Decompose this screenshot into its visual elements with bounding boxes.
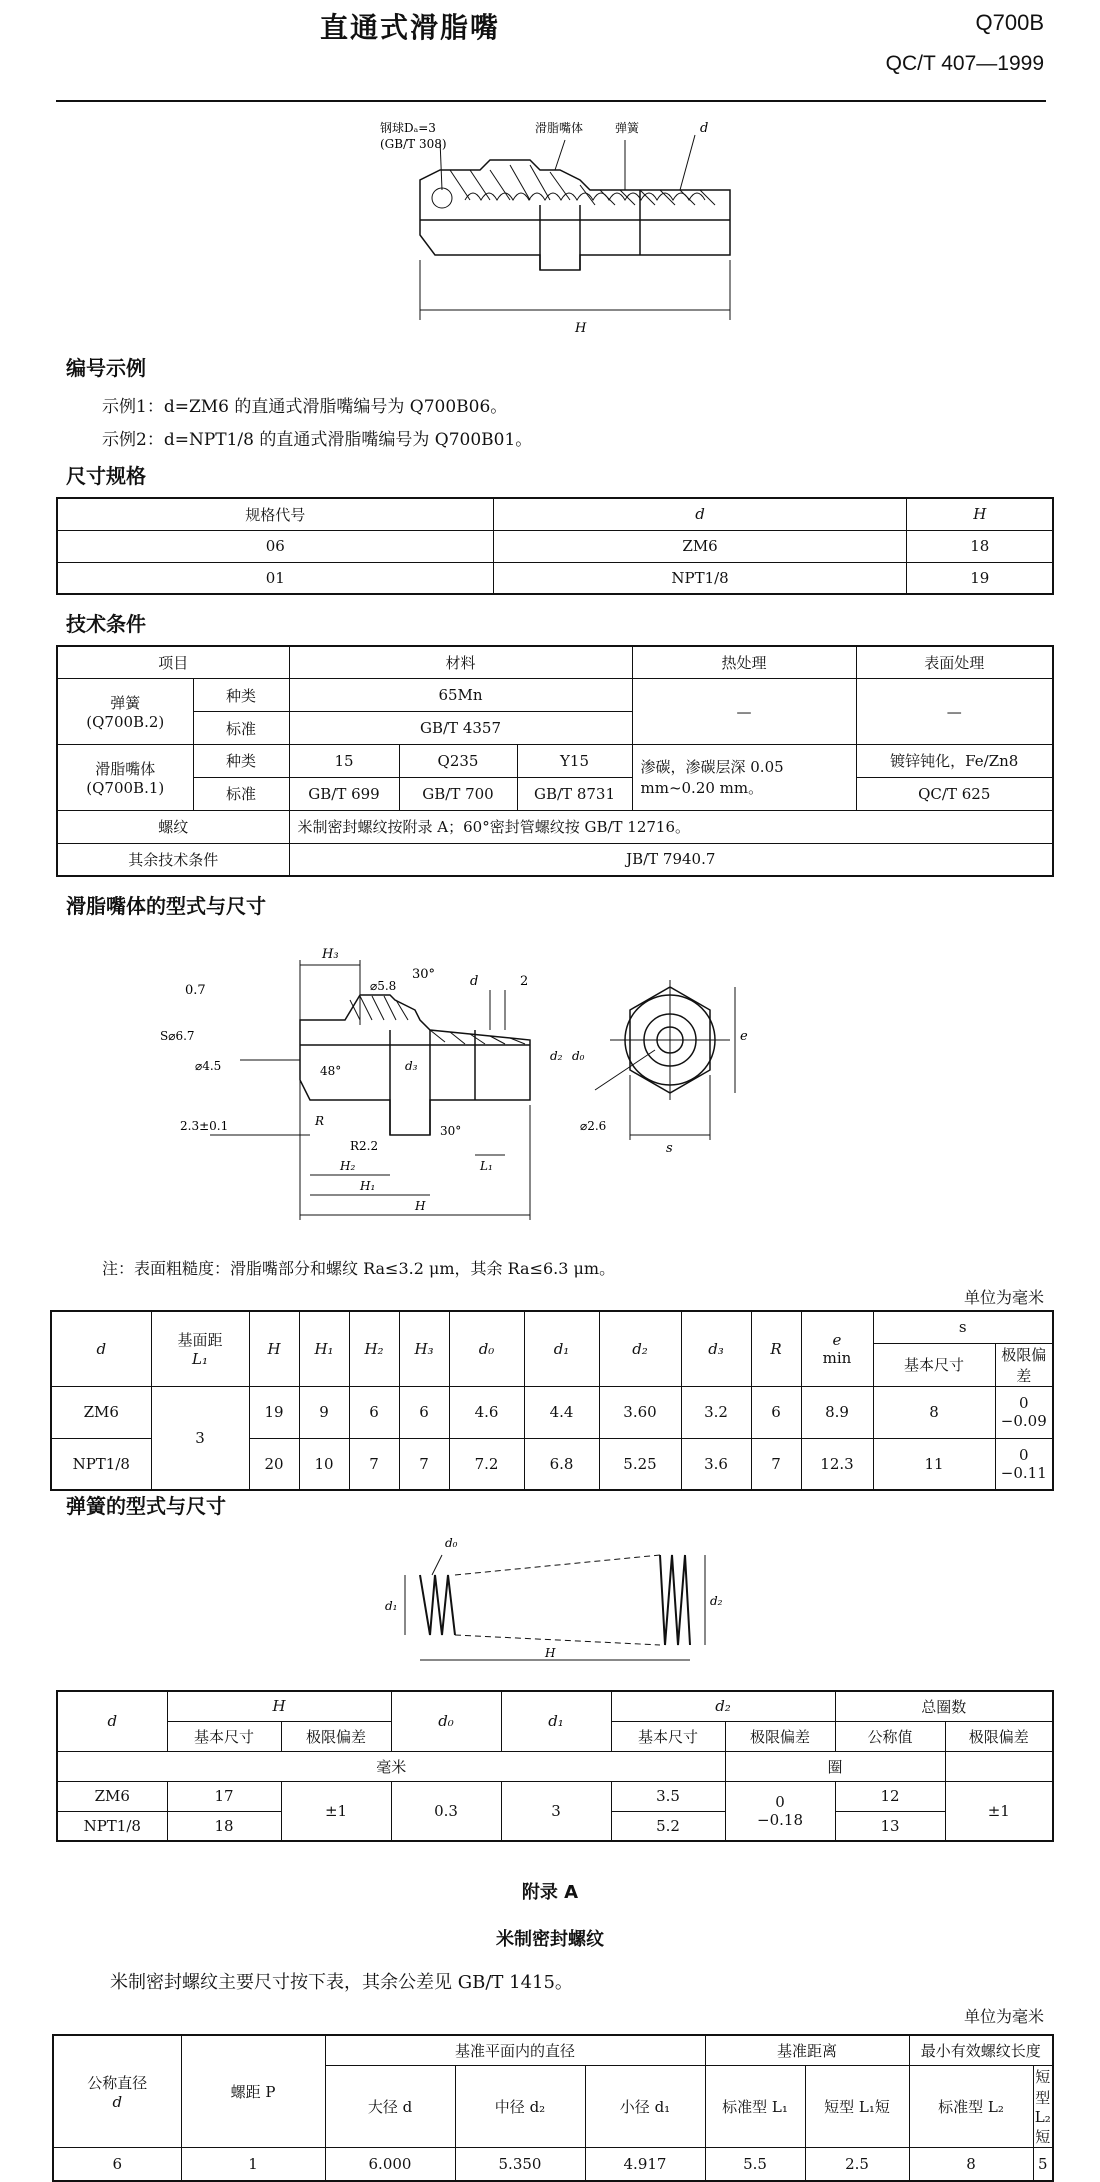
app-col-shortl1: 短型 L₁短 — [805, 2065, 909, 2147]
app-col-pitch: 螺距 P — [181, 2035, 325, 2147]
standard-label: 标准 — [193, 777, 289, 810]
cell: 5 — [1033, 2147, 1053, 2181]
cell: 13 — [835, 1811, 945, 1841]
angle30b-label: 30° — [440, 1124, 462, 1138]
app-col-minlen: 最小有效螺纹长度 — [909, 2035, 1053, 2065]
angle48-label: 48° — [320, 1064, 342, 1078]
cell: ZM6 — [51, 1386, 151, 1438]
body-material: 15 — [289, 745, 399, 778]
dim-07-label: 0.7 — [185, 983, 206, 998]
sphere-label: S⌀6.7 — [160, 1029, 195, 1043]
app-col-nominal-line: d — [112, 2092, 123, 2111]
col-h3: H₃ — [399, 1311, 449, 1386]
spring-drawing — [370, 1525, 730, 1670]
d2-label: d₂ — [550, 1049, 563, 1063]
two-label: 2 — [520, 974, 529, 989]
kind-label: 种类 — [193, 745, 289, 778]
spring-material: 65Mn — [289, 679, 632, 712]
app-col-pitchd: 中径 d₂ — [455, 2065, 585, 2147]
spring-surface: — — [856, 679, 1053, 745]
spring-col-dev: 极限偏差 — [281, 1721, 391, 1751]
assembly-drawing — [380, 110, 800, 350]
cell: 7 — [399, 1438, 449, 1490]
d-dim-label: d — [470, 974, 479, 989]
tech-table — [56, 645, 1054, 877]
spring-name: 弹簧 — [110, 694, 141, 713]
app-col-major: 大径 d — [325, 2065, 455, 2147]
spring-unit-mm: 毫米 — [57, 1751, 725, 1781]
col-h2: H₂ — [349, 1311, 399, 1386]
product-code: Q700B — [975, 10, 1044, 35]
tech-heading: 技术条件 — [66, 612, 146, 636]
h-label: H — [575, 321, 587, 336]
table-row — [53, 2147, 1053, 2181]
dev-up: 0 — [775, 1792, 785, 1811]
appendix-title: 附录 A — [521, 1882, 579, 1903]
cell: 6 — [399, 1386, 449, 1438]
dim-23-label: 2.3±0.1 — [180, 1119, 229, 1133]
d45-label: ⌀4.5 — [195, 1059, 222, 1073]
table-row — [57, 530, 1053, 562]
cell: 11 — [873, 1438, 995, 1490]
spring-col-d1: d₁ — [501, 1691, 611, 1751]
d26-label: ⌀2.6 — [580, 1119, 607, 1133]
e-label: e — [740, 1029, 748, 1044]
col-s-dev: 极限偏差 — [995, 1343, 1053, 1386]
spring-d1-label: d₁ — [385, 1599, 398, 1613]
body-material: Q235 — [399, 745, 517, 778]
page-title: 直通式滑脂嘴 — [320, 11, 501, 44]
header-rule — [56, 100, 1046, 102]
cell: 12 — [835, 1781, 945, 1811]
col-base — [151, 1311, 249, 1386]
body-form-heading: 滑脂嘴体的型式与尺寸 — [66, 894, 266, 918]
thread-text: 米制密封螺纹按附录 A；60°密封管螺纹按 GB/T 12716。 — [289, 810, 1053, 843]
table-row — [57, 1781, 1053, 1811]
h-dim-label: H — [415, 1199, 426, 1213]
col-s-basic: 基本尺寸 — [873, 1343, 995, 1386]
numbering-example-2: 示例2：d=NPT1/8 的直通式滑脂嘴编号为 Q700B01。 — [102, 430, 533, 450]
sizes-cell: 01 — [57, 562, 493, 594]
cell: 5.350 — [455, 2147, 585, 2181]
d-label: d — [700, 121, 709, 136]
spring-d0-label: d₀ — [445, 1536, 458, 1550]
sizes-cell: ZM6 — [493, 530, 907, 562]
sizes-header-d: d — [493, 498, 907, 530]
dev-up: 0 — [1018, 1394, 1029, 1412]
appendix-table — [52, 2034, 1054, 2182]
cell: 5.5 — [705, 2147, 805, 2181]
body-standard: GB/T 699 — [289, 777, 399, 810]
r-label: R — [315, 1114, 325, 1128]
tech-header-heat: 热处理 — [632, 646, 856, 679]
cell: 7 — [751, 1438, 801, 1490]
sizes-heading: 尺寸规格 — [66, 464, 146, 488]
col-d2: d₂ — [599, 1311, 681, 1386]
cell: 2.5 — [805, 2147, 909, 2181]
col-base-line: L₁ — [192, 1350, 208, 1369]
other-text: JB/T 7940.7 — [289, 843, 1053, 876]
cell: 17 — [167, 1781, 281, 1811]
sizes-cell: 19 — [907, 562, 1053, 594]
table-row — [57, 562, 1053, 594]
standard-label: 标准 — [193, 712, 289, 745]
sizes-header-h: H — [907, 498, 1053, 530]
body-name: 滑脂嘴体 — [95, 759, 156, 778]
body-heat-line: mm~0.20 mm。 — [640, 779, 764, 798]
ball-standard-label: (GB/T 308) — [380, 137, 447, 151]
r22-label: R2.2 — [350, 1139, 379, 1153]
l1-label: L₁ — [480, 1159, 493, 1173]
dev-low: −0.11 — [1000, 1463, 1047, 1482]
cell: 8 — [873, 1386, 995, 1438]
body-label: 滑脂嘴体 — [535, 121, 584, 135]
spring-col-nominal: 公称值 — [835, 1721, 945, 1751]
cell: 6 — [53, 2147, 181, 2181]
dev-low: −0.09 — [1000, 1412, 1047, 1430]
col-d0: d₀ — [449, 1311, 524, 1386]
standard-number: QC/T 407—1999 — [885, 52, 1044, 75]
cell: 6 — [751, 1386, 801, 1438]
cell: 8.9 — [801, 1386, 873, 1438]
app-col-shortl2: 短型 L₂短 — [1033, 2065, 1053, 2147]
app-col-stdl2: 标准型 L₂ — [909, 2065, 1033, 2147]
cell: NPT1/8 — [57, 1811, 167, 1841]
cell: 8 — [909, 2147, 1033, 2181]
cell: 10 — [299, 1438, 349, 1490]
cell: 7.2 — [449, 1438, 524, 1490]
sizes-cell: 18 — [907, 530, 1053, 562]
appendix-subtitle: 米制密封螺纹 — [496, 1929, 604, 1950]
col-d: d — [51, 1311, 151, 1386]
body-material: Y15 — [517, 745, 632, 778]
col-d1: d₁ — [524, 1311, 599, 1386]
cell: NPT1/8 — [51, 1438, 151, 1490]
body-surface: 镀锌钝化，Fe/Zn8 — [856, 745, 1053, 778]
other-label: 其余技术条件 — [57, 843, 289, 876]
h1-label: H₁ — [360, 1179, 376, 1193]
body-cell — [57, 745, 193, 811]
sizes-header-code: 规格代号 — [57, 498, 493, 530]
appendix-unit-label: 单位为毫米 — [963, 2007, 1044, 2026]
app-col-nominal-line: 公称直径 — [87, 2073, 148, 2092]
spring-unit-circle: 圈 — [725, 1751, 945, 1781]
spring-heat: — — [632, 679, 856, 745]
cell: 3.60 — [599, 1386, 681, 1438]
thread-label: 螺纹 — [57, 810, 289, 843]
cell: 5.25 — [599, 1438, 681, 1490]
cell-shared: ±1 — [281, 1781, 391, 1841]
table-row — [51, 1386, 1053, 1438]
spring-table — [56, 1690, 1054, 1842]
cell: 4.6 — [449, 1386, 524, 1438]
spring-col-basic: 基本尺寸 — [167, 1721, 281, 1751]
tech-header-item: 项目 — [57, 646, 289, 679]
tech-header-surface: 表面处理 — [856, 646, 1053, 679]
appendix-intro: 米制密封螺纹主要尺寸按下表，其余公差见 GB/T 1415。 — [110, 1972, 573, 1993]
cell-shared: 0.3 — [391, 1781, 501, 1841]
col-e — [801, 1311, 873, 1386]
col-h1: H₁ — [299, 1311, 349, 1386]
body-form-drawing — [160, 930, 920, 1230]
cell: 6.000 — [325, 2147, 455, 2181]
app-col-stdl1: 标准型 L₁ — [705, 2065, 805, 2147]
cell: 4.917 — [585, 2147, 705, 2181]
app-col-diam: 基准平面内的直径 — [325, 2035, 705, 2065]
cell: 3.6 — [681, 1438, 751, 1490]
cell-dev — [995, 1438, 1053, 1490]
spring-cell — [57, 679, 193, 745]
body-code: (Q700B.1) — [86, 778, 165, 797]
cell-l1: 3 — [151, 1386, 249, 1490]
cell: ZM6 — [57, 1781, 167, 1811]
surface-standard: QC/T 625 — [856, 777, 1053, 810]
cell: 7 — [349, 1438, 399, 1490]
cell-shared: ±1 — [945, 1781, 1053, 1841]
col-r: R — [751, 1311, 801, 1386]
col-base-line: 基面距 — [177, 1331, 223, 1350]
col-h: H — [249, 1311, 299, 1386]
unit-label: 单位为毫米 — [963, 1288, 1044, 1307]
cell-shared: 3 — [501, 1781, 611, 1841]
dev-low: −0.18 — [757, 1810, 803, 1829]
spring-col-d: d — [57, 1691, 167, 1751]
app-col-dist: 基准距离 — [705, 2035, 909, 2065]
spring-col-dev: 极限偏差 — [945, 1721, 1053, 1751]
d0-label: d₀ — [572, 1049, 585, 1063]
ball-label: 钢球Dₐ=3 — [380, 121, 436, 135]
col-s: s — [873, 1311, 1053, 1343]
cell: 3.5 — [611, 1781, 725, 1811]
spring-code: (Q700B.2) — [86, 713, 165, 732]
kind-label: 种类 — [193, 679, 289, 712]
cell-shared — [725, 1781, 835, 1841]
app-col-nominal — [53, 2035, 181, 2147]
d58-label: ⌀5.8 — [370, 979, 397, 993]
body-heat — [632, 745, 856, 811]
h3-label: H₃ — [322, 947, 339, 962]
cell: 19 — [249, 1386, 299, 1438]
tech-header-material: 材料 — [289, 646, 632, 679]
col-e-line: min — [822, 1348, 852, 1367]
h2-label: H₂ — [340, 1159, 356, 1173]
col-e-line: e — [832, 1330, 842, 1349]
cell: 4.4 — [524, 1386, 599, 1438]
spring-standard: GB/T 4357 — [289, 712, 632, 745]
numbering-example-1: 示例1：d=ZM6 的直通式滑脂嘴编号为 Q700B06。 — [102, 397, 508, 417]
numbering-heading: 编号示例 — [66, 356, 146, 380]
body-standard: GB/T 700 — [399, 777, 517, 810]
s-label: s — [666, 1141, 673, 1156]
spring-col-coils: 总圈数 — [835, 1691, 1053, 1721]
cell: 6 — [349, 1386, 399, 1438]
cell: 6.8 — [524, 1438, 599, 1490]
cell: 9 — [299, 1386, 349, 1438]
spring-h-label: H — [545, 1646, 556, 1660]
dev-up: 0 — [1018, 1445, 1029, 1464]
cell: 5.2 — [611, 1811, 725, 1841]
body-standard: GB/T 8731 — [517, 777, 632, 810]
spring-col-h: H — [167, 1691, 391, 1721]
spring-label: 弹簧 — [615, 121, 640, 135]
cell: 3.2 — [681, 1386, 751, 1438]
roughness-note: 注：表面粗糙度：滑脂嘴部分和螺纹 Ra≤3.2 μm，其余 Ra≤6.3 μm。 — [102, 1259, 616, 1278]
spring-col-dev: 极限偏差 — [725, 1721, 835, 1751]
body-heat-line: 渗碳，渗碳层深 0.05 — [640, 758, 784, 777]
body-dimension-table — [50, 1310, 1054, 1491]
d3-label: d₃ — [405, 1059, 418, 1073]
spring-col-d2: d₂ — [611, 1691, 835, 1721]
cell-dev — [995, 1386, 1053, 1438]
spring-d2-label: d₂ — [710, 1594, 723, 1608]
sizes-table — [56, 497, 1054, 595]
spring-col-d0: d₀ — [391, 1691, 501, 1751]
cell: 20 — [249, 1438, 299, 1490]
cell: 1 — [181, 2147, 325, 2181]
cell: 12.3 — [801, 1438, 873, 1490]
angle30-label: 30° — [412, 967, 436, 982]
spring-form-heading: 弹簧的型式与尺寸 — [66, 1494, 226, 1518]
sizes-cell: 06 — [57, 530, 493, 562]
app-col-minor: 小径 d₁ — [585, 2065, 705, 2147]
col-d3: d₃ — [681, 1311, 751, 1386]
spring-col-basic: 基本尺寸 — [611, 1721, 725, 1751]
cell: 18 — [167, 1811, 281, 1841]
sizes-cell: NPT1/8 — [493, 562, 907, 594]
